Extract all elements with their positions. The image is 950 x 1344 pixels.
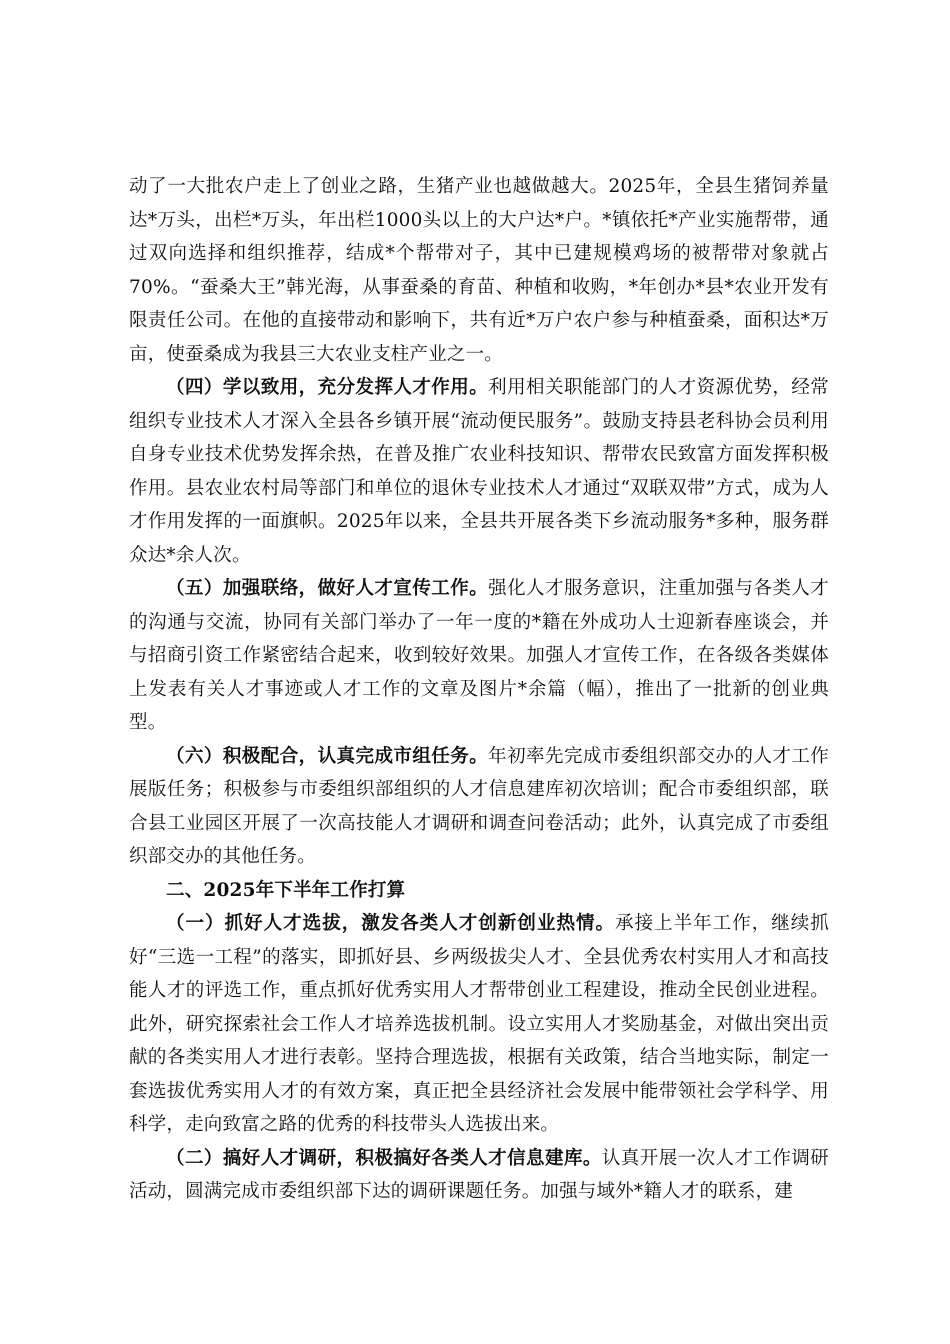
paragraph-five: [129, 572, 829, 740]
paragraph-lead: （五）加强联络，做好人才宣传工作。: [166, 578, 489, 599]
paragraph-continuation: [129, 170, 829, 371]
paragraph-six: [129, 740, 829, 874]
paragraph-plan-one: [129, 907, 829, 1142]
paragraph-lead: （六）积极配合，认真完成市组任务。: [166, 745, 489, 767]
paragraph-plan-two: [129, 1142, 829, 1209]
paragraph-text: 利用相关职能部门的人才资源优势，经常组织专业技术人才深入全县各乡镇开展“流动便民服务”。鼓励支持县老科协会员利用自身专业技术优势发挥余热，在普及推广农业科技知识、帮带农民致富方面发挥积极作用。县农业农村局等部门和单位的退休专业技术人才通过“双联双带”方式，成为人才作用发挥的一面旗帜。2025年以来，全县共开展各类下乡流动服务*多种，服务群众达*余人次。: [129, 377, 830, 566]
paragraph-text: 动了一大批农户走上了创业之路，生猪产业也越做越大。2025年，全县生猪饲养量达*万头，出栏*万头，年出栏1000头以上的大户达*户。*镇依托*产业实施帮带，通过双向选择和组织推荐，结成*个帮带对子，其中已建规模鸡场的被帮带对象就占70%。“蚕桑大王”韩光海，从事蚕桑的育苗、种植和收购，*年创办*县*农业开发有限责任公司。在他的直接带动和影响下，共有近*万户农户参与种植蚕桑，面积达*万亩，使蚕桑成为我县三大农业支柱产业之一。: [129, 176, 829, 365]
paragraph-text: 承接上半年工作，继续抓好“三选一工程”的落实，即抓好县、乡两级拔尖人才、全县优秀农村实用人才和高技能人才的评选工作，重点抓好优秀实用人才帮带创业工程建设，推动全民创业进程。此外，研究探索社会工作人才培养选拔机制。设立实用人才奖励基金，对做出突出贡献的各类实用人才进行表彰。坚持合理选拔，根据有关政策，结合当地实际，制定一套选拔优秀实用人才的有效方案，真正把全县经济社会发展中能带领社会学科学、用科学，走向致富之路的优秀的科技带头人选拔出来。: [129, 913, 830, 1135]
paragraph-lead: （一）抓好人才选拔，激发各类人才创新创业热情。: [166, 913, 616, 934]
paragraph-text: 强化人才服务意识，注重加强与各类人才的沟通与交流，协同有关部门举办了一年一度的*籍在外成功人士迎新春座谈会，并与招商引资工作紧密结合起来，收到较好效果。加强人才宣传工作，在各级各类媒体上发表有关人才事迹或人才工作的文章及图片*余篇（幅），推出了一批新的创业典型。: [129, 578, 830, 733]
paragraph-text: 认真开展一次人才工作调研活动，圆满完成市委组织部下达的调研课题任务。加强与域外*籍人才的联系，建: [129, 1147, 829, 1202]
paragraph-four: [129, 371, 829, 572]
paragraph-lead: （四）学以致用，充分发挥人才作用。: [166, 377, 489, 398]
document-body: [129, 170, 829, 1209]
paragraph-lead: （二）搞好人才调研，积极搞好各类人才信息建库。: [166, 1147, 602, 1169]
paragraph-text: 年初率先完成市委组织部交办的人才工作展版任务；积极参与市委组织部组织的人才信息建库初次培训；配合市委组织部，联合县工业园区开展了一次高技能人才调研和调查问卷活动；此外，认真完成了市委组织部交办的其他任务。: [129, 745, 830, 867]
section-heading: 二、2025年下半年工作打算: [166, 879, 406, 901]
